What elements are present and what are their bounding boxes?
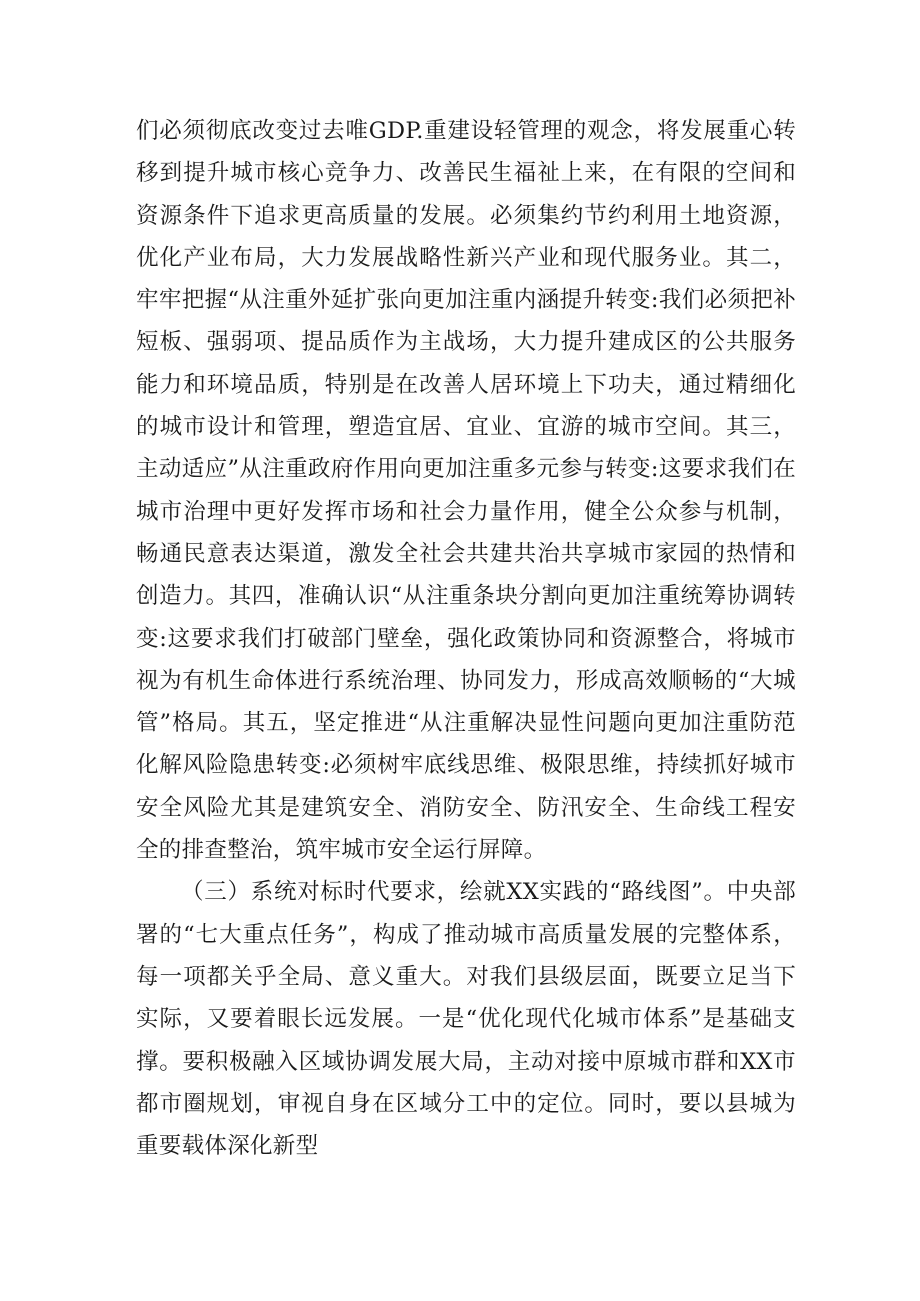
paragraph-continued: 们必须彻底改变过去唯GDP.重建设轻管理的观念，将发展重心转移到提升城市核心竞争力、改善民生福祉上来，在有限的空间和资源条件下追求更高质量的发展。必须集约节约利用土地资源，优化产业布局，大力发展战略性新兴产业和现代服务业。其二，牢牢把握“从注重外延扩张向更加注重内涵提升转变:我们必须把补短板、强弱项、提品质作为主战场，大力提升建成区的公共服务能力和环境品质，特别是在改善人居环境上下功夫，通过精细化的城市设计和管理，塑造宜居、宜业、宜游的城市空间。其三，主动适应”从注重政府作用向更加注重多元参与转变:这要求我们在城市治理中更好发挥市场和社会力量作用，健全公众参与机制，畅通民意表达渠道，激发全社会共建共治共享城市家园的热情和创造力。其四，准确认识“从注重条块分割向更加注重统筹协调转变:这要求我们打破部门壁垒，强化政策协同和资源整合，将城市视为有机生命体进行系统治理、协同发力，形成高效顺畅的“大城管”格局。其五，坚定推进“从注重解决显性问题向更加注重防范化解风险隐患转变:必须树牢底线思维、极限思维，持续抓好城市安全风险尤其是建筑安全、消防安全、防汛安全、生命线工程安全的排查整治，筑牢城市安全运行屏障。 <box>136 118 796 864</box>
document-body <box>136 110 796 1167</box>
paragraph-section-three: （三）系统对标时代要求，绘就XX实践的“路线图”。中央部署的“七大重点任务”，构成了推动城市高质量发展的完整体系，每一项都关乎全局、意义重大。对我们县级层面，既要立足当下实际，又要着眼长远发展。一是“优化现代化城市体系”是基础支撑。要积极融入区域协调发展大局，主动对接中原城市群和XX市都市圈规划，审视自身在区域分工中的定位。同时，要以县城为重要载体深化新型 <box>136 879 796 1160</box>
